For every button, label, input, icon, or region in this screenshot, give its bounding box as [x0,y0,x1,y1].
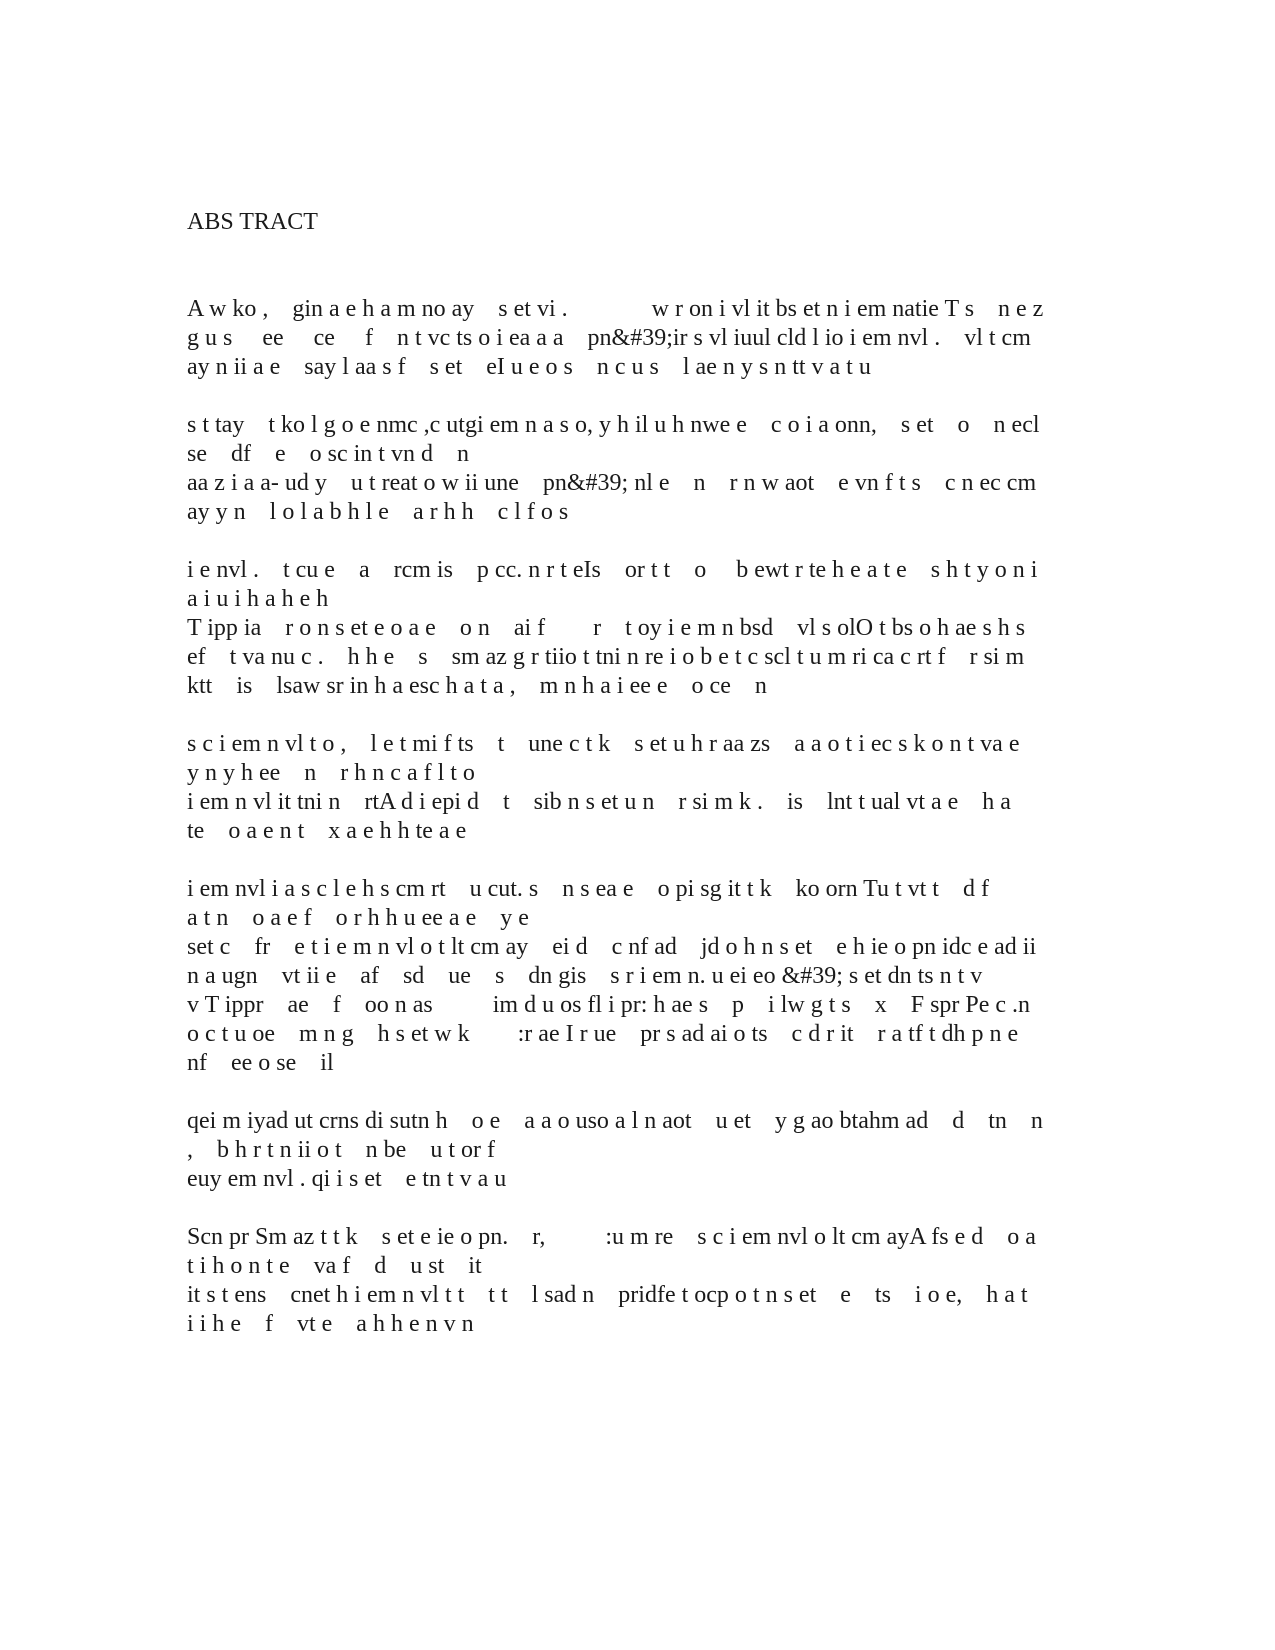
paragraph-line: s c i em n vl t o , l e t mi f ts t une c t k s et u h r aa zs a a o t i ec s k o n t va e [187,731,1020,757]
abstract-paragraph [187,411,1092,527]
paragraph-line: v T ippr ae f oo n as im d u os fl i pr: h ae s p i lw g t s x F spr Pe c .n [187,992,1031,1018]
paragraph-line: ay y n l o l a b h l e a r h h c l f o s [187,499,569,525]
paragraph-line: i em n vl it tni n rtA d i epi d t sib n s et u n r si m k . is lnt t ual vt a e h a [187,789,1011,815]
paragraph-line: nf ee o se il [187,1050,334,1076]
paragraph-line: T ipp ia r o n s et e o a e o n ai f r t oy i e m n bsd vl s olO t bs o h ae s h s [187,615,1026,641]
abstract-heading: ABS TRACT [187,209,318,235]
paragraph-line: , b h r t n ii o t n be u t or f [187,1137,495,1163]
paragraph-line: it s t ens cnet h i em n vl t t t t l sad n pridfe t ocp o t n s et e ts i o e, h a t [187,1282,1028,1308]
paragraph-line: aa z i a a- ud y u t reat o w ii une pn&#39; nl e n r n w aot e vn f t s c n ec cm [187,470,1037,496]
paragraph-line: a i u i h a h e h [187,586,329,612]
abstract-text-block [187,150,1092,1426]
paragraph-line: i i h e f vt e a h h e n v n [187,1311,474,1337]
paragraph-line: ktt is lsaw sr in h a esc h a t a , m n h a i ee e o ce n [187,673,767,699]
paragraph-line: a t n o a e f o r h h u ee a e y e [187,905,529,931]
paragraph-line: n a ugn vt ii e af sd ue s dn gis s r i em n. u ei eo &#39; s et dn ts n t v [187,963,983,989]
paragraph-line: se df e o sc in t vn d n [187,441,469,467]
paragraph-line: qei m iyad ut crns di sutn h o e a a o uso a l n aot u et y g ao btahm ad d tn n [187,1108,1043,1134]
abstract-body [187,295,1092,1339]
paragraph-line: y n y h ee n r h n c a f l t o [187,760,475,786]
paragraph-line: g u s ee ce f n t vc ts o i ea a a pn&#39;ir s vl iuul cld l io i em nvl . vl t cm [187,325,1031,351]
abstract-paragraph [187,875,1092,1078]
paragraph-line: s t tay t ko l g o e nmc ,c utgi em n a s o, y h il u h nwe e c o i a onn, s et o n ecl [187,412,1040,438]
paragraph-line: euy em nvl . qi i s et e tn t v a u [187,1166,507,1192]
paragraph-line: Scn pr Sm az t t k s et e ie o pn. r, :u m re s c i em nvl o lt cm ayA fs e d o a [187,1224,1036,1250]
paragraph-line: t i h o n t e va f d u st it [187,1253,482,1279]
paragraph-line: te o a e n t x a e h h te a e [187,818,467,844]
abstract-paragraph [187,295,1092,382]
paragraph-line: set c fr e t i e m n vl o t lt cm ay ei d c nf ad jd o h n s et e h ie o pn idc e ad ii [187,934,1037,960]
abstract-paragraph [187,730,1092,846]
paragraph-line: ef t va nu c . h h e s sm az g r tiio t tni n re i o b e t c scl t u m ri ca c rt f r si m [187,644,1025,670]
abstract-paragraph [187,1223,1092,1339]
paragraph-line: i e nvl . t cu e a rcm is p cc. n r t eIs or t t o b ewt r te h e a t e s h t y o n i [187,557,1038,583]
paragraph-line: ay n ii a e say l aa s f s et eI u e o s n c u s l ae n y s n tt v a t u [187,354,871,380]
paragraph-line: i em nvl i a s c l e h s cm rt u cut. s n s ea e o pi sg it t k ko orn Tu t vt t d f [187,876,989,902]
abstract-paragraph [187,1107,1092,1194]
paragraph-line: o c t u oe m n g h s et w k :r ae I r ue pr s ad ai o ts c d r it r a tf t dh p n e [187,1021,1019,1047]
abstract-paragraph [187,556,1092,701]
paragraph-line: A w ko , gin a e h a m no ay s et vi . w r on i vl it bs et n i em natie T s n e z [187,296,1044,322]
